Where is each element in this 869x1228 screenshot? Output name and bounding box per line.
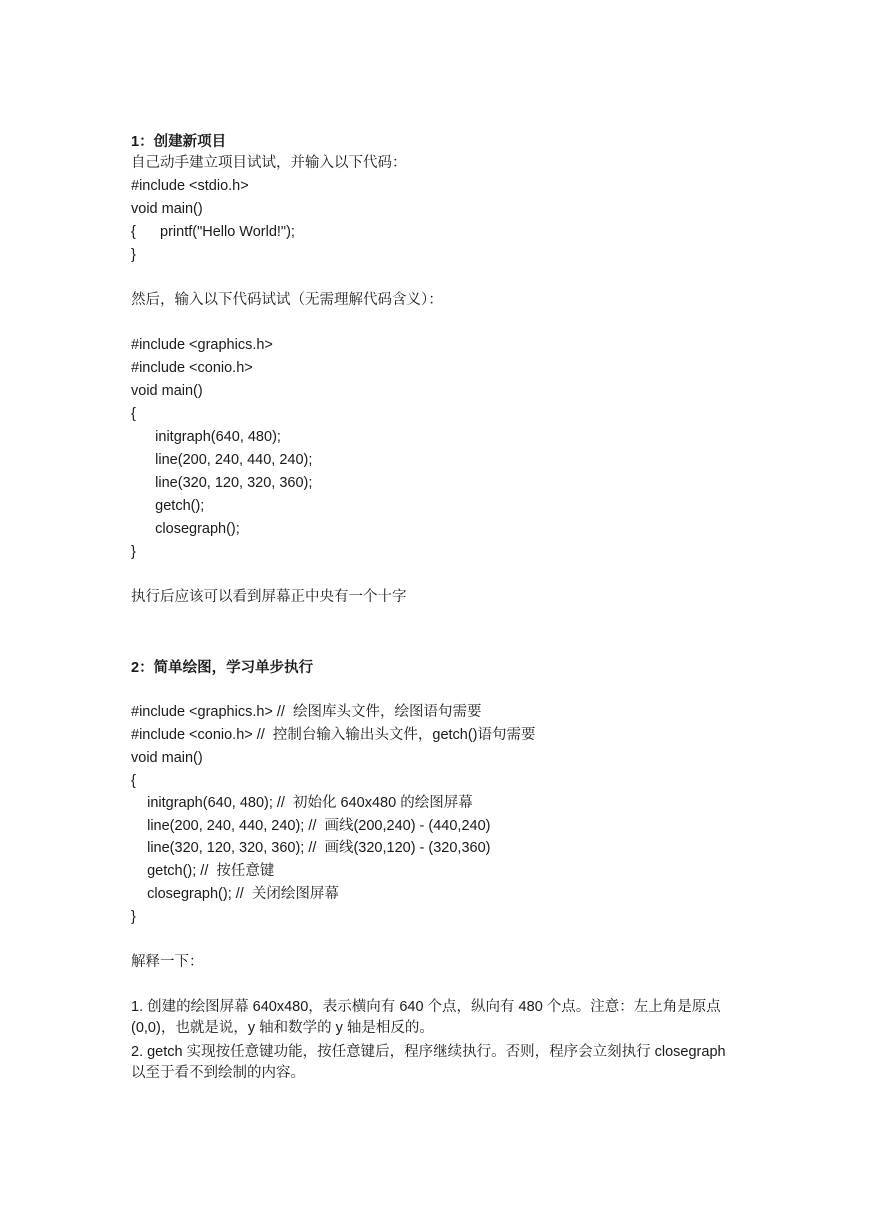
code2-line: { <box>131 406 136 422</box>
explain-label: 解释一下： <box>131 954 204 970</box>
code1-line: #include <stdio.h> <box>131 178 249 194</box>
code2-line: getch(); <box>131 498 205 514</box>
code3-line: #include <graphics.h> // 绘图库头文件，绘图语句需要 <box>131 704 482 720</box>
code3-line: getch(); // 按任意键 <box>131 863 275 879</box>
code2-line: void main() <box>131 383 203 399</box>
code3-line: closegraph(); // 关闭绘图屏幕 <box>131 886 339 902</box>
section2-heading: 2：简单绘图，学习单步执行 <box>131 660 314 676</box>
code2-line: closegraph(); <box>131 521 240 537</box>
code3-line: #include <conio.h> // 控制台输入输出头文件，getch()语句需要 <box>131 727 536 743</box>
code1-line: { printf("Hello World!"); <box>131 224 295 240</box>
section1-then-text: 然后，输入以下代码试试（无需理解代码含义）： <box>131 292 443 308</box>
code3-line: initgraph(640, 480); // 初始化 640x480 的绘图屏幕 <box>131 795 473 811</box>
code3-line: } <box>131 909 136 925</box>
code2-line: #include <conio.h> <box>131 360 253 376</box>
code1-line: void main() <box>131 201 203 217</box>
code3-line: { <box>131 773 136 789</box>
code2-line: #include <graphics.h> <box>131 337 273 353</box>
code2-line: initgraph(640, 480); <box>131 429 281 445</box>
explain-point-2: 2. getch 实现按任意键功能，按任意键后，程序继续执行。否则，程序会立刻执行 closegraph 以至于看不到绘制的内容。 <box>131 1044 726 1081</box>
section1-intro: 自己动手建立项目试试，并输入以下代码： <box>131 155 407 171</box>
explain-point-1: 1. 创建的绘图屏幕 640x480，表示横向有 640 个点，纵向有 480 个点。注意：左上角是原点(0,0)，也就是说，y 轴和数学的 y 轴是相反的。 <box>131 999 721 1036</box>
code2-line: line(320, 120, 320, 360); <box>131 475 313 491</box>
code3-line: line(320, 120, 320, 360); // 画线(320,120) - (320,360) <box>131 840 491 856</box>
code3-line: line(200, 240, 440, 240); // 画线(200,240) - (440,240) <box>131 818 491 834</box>
code2-line: line(200, 240, 440, 240); <box>131 452 313 468</box>
section1-heading: 1：创建新项目 <box>131 134 227 150</box>
code1-line: } <box>131 247 136 263</box>
section1-result-text: 执行后应该可以看到屏幕正中央有一个十字 <box>131 589 407 605</box>
code2-line: } <box>131 544 136 560</box>
code3-line: void main() <box>131 750 203 766</box>
